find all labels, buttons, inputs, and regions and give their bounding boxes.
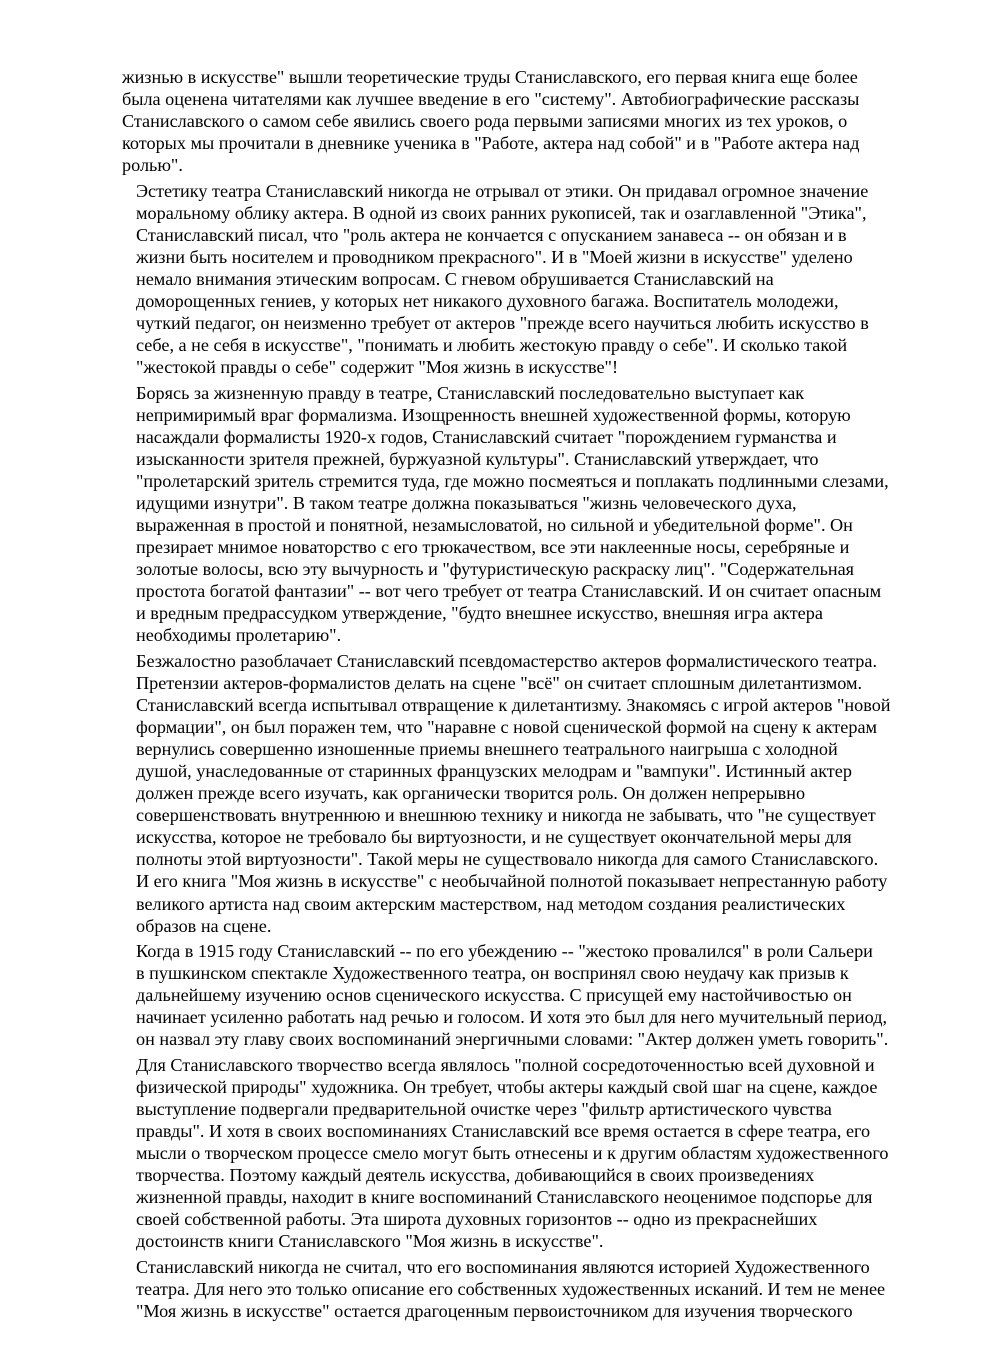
text-line: Претензии актеров-формалистов делать на сцене "всё" он считает сплошным дилетантизмом. — [136, 673, 863, 694]
text-line: образов на сцене. — [136, 915, 272, 936]
text-line: жизни быть носителем и проводником прекрасного". И в "Моей жизни в искусстве" уделено — [136, 246, 853, 267]
paragraph-3 — [122, 382, 922, 647]
text-line: немало внимания этическим вопросам. С гневом обрушивается Станиславский на — [136, 269, 774, 290]
text-line: "жестокой правды о себе" содержит "Моя жизнь в искусстве"! — [136, 357, 619, 378]
text-line: достоинств книги Станиславского "Моя жизнь в искусстве". — [136, 1231, 604, 1252]
text-line: себе, а не себя в искусстве", "понимать и любить жестокую правду о себе". И сколько такой — [136, 335, 848, 356]
document-page — [122, 66, 922, 1326]
text-line: своей собственной работы. Эта широта духовных горизонтов -- одно из прекраснейших — [136, 1209, 818, 1230]
text-line: выраженная в простой и понятной, незамысловатой, но сильной и убедительной форме". Он — [136, 515, 853, 536]
text-line: которых мы прочитали в дневнике ученика в "Работе, актера над собой" и в "Работе актера над — [122, 133, 860, 154]
text-line: жизнью в искусстве" вышли теоретические труды Станиславского, его первая книга еще более — [122, 67, 858, 87]
text-line: Станиславский всегда испытывал отвращение к дилетантизму. Знакомясь с игрой актеров "новой — [136, 695, 891, 716]
text-line: презирает мнимое новаторство с его трюкачеством, все эти наклеенные носы, серебряные и — [136, 537, 850, 558]
text-line: чуткий педагог, он неизменно требует от актеров "прежде всего научиться любить искусство в — [136, 313, 869, 334]
text-line: Станиславский никогда не считал, что его воспоминания являются историей Художественного — [136, 1257, 870, 1278]
text-line: была оценена читателями как лучшее введение в его "систему". Автобиографические рассказы — [122, 89, 860, 110]
text-line: необходимы пролетарию". — [136, 625, 342, 646]
text-line: физической природы" художника. Он требует, чтобы актеры каждый свой шаг на сцене, каждое — [136, 1077, 878, 1098]
text-line: моральному облику актера. В одной из своих ранних рукописей, так и озаглавленной "Этика", — [136, 202, 867, 223]
text-line: доморощенных гениев, у которых нет никакого духовного багажа. Воспитатель молодежи, — [136, 291, 839, 312]
text-line: Станиславского о самом себе явились своего рода первыми записями многих из тех уроков, о — [122, 111, 848, 132]
paragraph-4 — [122, 650, 922, 937]
text-line: ролью". — [122, 155, 183, 176]
text-line: душой, унаследованные от старинных французских мелодрам и "вампуки". Истинный актер — [136, 761, 852, 782]
paragraph-7 — [122, 1256, 922, 1322]
text-line: театра. Для него это только описание его собственных художественных исканий. И тем не менее — [136, 1279, 886, 1300]
text-line: идущими изнутри". В таком театре должна показываться "жизнь человеческого духа, — [136, 493, 797, 514]
text-line: и вредным предрассудком утверждение, "будто внешнее искусство, внешняя игра актера — [136, 603, 823, 624]
text-line: совершенствовать внутреннюю и внешнюю технику и никогда не забывать, что "не существует — [136, 805, 876, 826]
text-line: "Моя жизнь в искусстве" остается драгоценным первоисточником для изучения творческого — [136, 1301, 853, 1322]
text-line: искусства, которое не требовало бы виртуозности, и не существует окончательной меры для — [136, 827, 852, 848]
text-line: формации", он был поражен тем, что "наравне с новой сценической формой на сцену к актерам — [136, 717, 878, 738]
text-line: насаждали формалисты 1920-х годов, Станиславский считает "порождением гурманства и — [136, 426, 837, 447]
text-line: начинает усиленно работать над речью и голосом. И хотя это был для него мучительный период, — [136, 1007, 888, 1028]
text-line: Когда в 1915 году Станиславский -- по его убеждению -- "жестоко провалился" в роли Сальери — [136, 941, 873, 962]
text-line: Для Станиславского творчество всегда являлось "полной сосредоточенностью всей духовной и — [136, 1055, 875, 1076]
text-line: он назвал эту главу своих воспоминаний энергичными словами: "Актер должен уметь говорить". — [136, 1029, 889, 1050]
text-line: непримиримый враг формализма. Изощренность внешней художественной формы, которую — [136, 404, 851, 425]
text-line: Эстетику театра Станиславский никогда не отрывал от этики. Он придавал огромное значение — [136, 180, 869, 201]
text-line: Безжалостно разоблачает Станиславский псевдомастерство актеров формалистического театра. — [136, 651, 877, 671]
text-line: Станиславский писал, что "роль актера не кончается с опусканием занавеса -- он обязан и в — [136, 224, 847, 245]
paragraph-5 — [122, 940, 922, 1050]
text-line: вернулись совершенно изношенные приемы внешнего театрального наигрыша с холодной — [136, 739, 838, 760]
text-line: должен прежде всего изучать, как органически творится роль. Он должен непрерывно — [136, 783, 806, 804]
text-line: творчества. Поэтому каждый деятель искусства, добивающийся в своих произведениях — [136, 1165, 815, 1186]
text-line: Борясь за жизненную правду в театре, Станиславский последовательно выступает как — [136, 382, 805, 403]
text-line: в пушкинском спектакле Художественного театра, он воспринял свою неудачу как призыв к — [136, 963, 849, 984]
text-line: дальнейшему изучению основ сценического искусства. С присущей ему настойчивостью он — [136, 985, 852, 1006]
text-line: И его книга "Моя жизнь в искусстве" с необычайной полнотой показывает непрестанную работу — [136, 871, 888, 892]
paragraph-1 — [122, 66, 922, 176]
text-line: полноты этой виртуозности". Такой меры не существовало никогда для самого Станиславского. — [136, 849, 879, 870]
text-line: правды". И хотя в своих воспоминаниях Станиславский все время остается в сфере театра, его — [136, 1121, 871, 1142]
text-line: золотые волосы, всю эту вычурность и "футуристическую раскраску лиц". "Содержательная — [136, 559, 855, 580]
text-line: "пролетарский зритель стремится туда, где можно посмеяться и поплакать подлинными слезами, — [136, 471, 889, 492]
text-line: мысли о творческом процессе смело могут быть отнесены и к другим областям художественного — [136, 1143, 889, 1164]
text-line: выступление подвергали предварительной очистке через "фильтр артистического чувства — [136, 1099, 832, 1120]
text-line: жизненной правды, находит в книге воспоминаний Станиславского неоценимое подспорье для — [136, 1187, 873, 1208]
paragraph-2 — [122, 180, 922, 378]
text-line: великого артиста над своим актерским мастерством, над методом создания реалистических — [136, 893, 846, 914]
paragraph-6 — [122, 1054, 922, 1252]
text-line: простота богатой фантазии" -- вот чего требует от театра Станиславский. И он считает опасным — [136, 581, 882, 602]
text-line: изысканности зрителя прежней, буржуазной культуры". Станиславский утверждает, что — [136, 448, 819, 469]
